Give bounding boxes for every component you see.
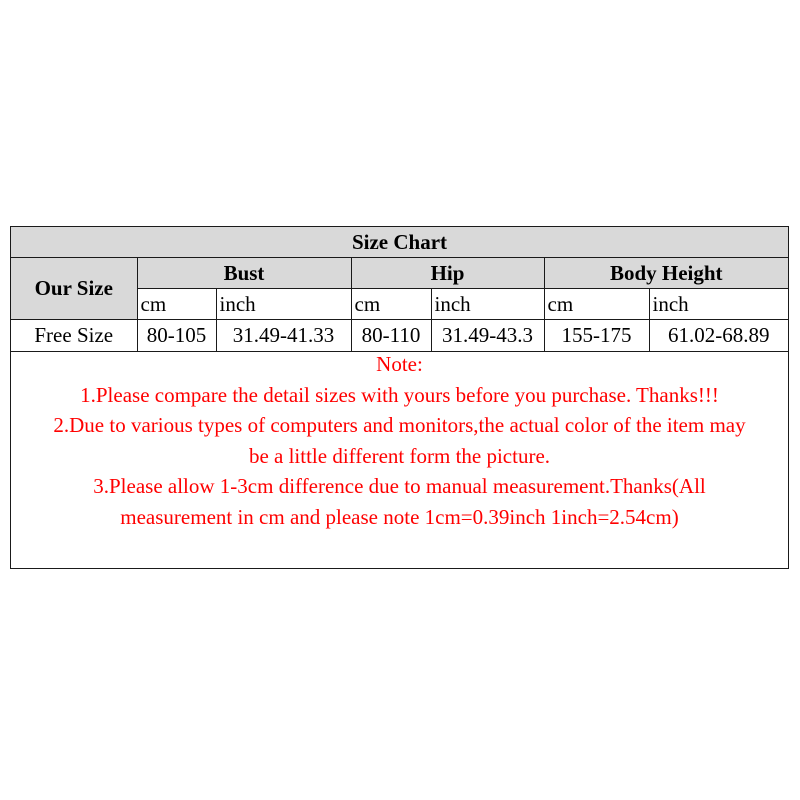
value-cell: 155-175: [544, 320, 649, 352]
table-row: [11, 320, 788, 352]
size-chart: [10, 226, 789, 569]
body-height-header: Body Height: [544, 258, 788, 289]
unit-cell: inch: [431, 289, 544, 320]
note-line: 2.Due to various types of computers and monitors,the actual color of the item may: [53, 413, 746, 437]
value-cell: 80-105: [137, 320, 216, 352]
unit-cell: inch: [649, 289, 788, 320]
unit-cell: cm: [137, 289, 216, 320]
bust-header: Bust: [137, 258, 351, 289]
value-cell: 61.02-68.89: [649, 320, 788, 352]
hip-header: Hip: [351, 258, 544, 289]
unit-cell: inch: [216, 289, 351, 320]
value-cell: 80-110: [351, 320, 431, 352]
size-chart-title: Size Chart: [11, 227, 788, 258]
unit-cell: cm: [351, 289, 431, 320]
value-cell: 31.49-41.33: [216, 320, 351, 352]
note-line: be a little different form the picture.: [248, 443, 551, 468]
note-heading: Note:: [376, 352, 423, 376]
note-line: 1.Please compare the detail sizes with yours before you purchase. Thanks!!!: [80, 382, 719, 407]
value-cell: 31.49-43.3: [431, 320, 544, 352]
group-header-row: [11, 258, 788, 289]
notes-section: [11, 349, 788, 532]
size-name-cell: Free Size: [11, 320, 137, 352]
unit-cell: cm: [544, 289, 649, 320]
our-size-header: Our Size: [11, 258, 137, 320]
title-row: [11, 227, 788, 258]
note-line: measurement in cm and please note 1cm=0.39inch 1inch=2.54cm): [120, 504, 679, 529]
note-line: 3.Please allow 1-3cm difference due to manual measurement.Thanks(All: [93, 474, 706, 498]
size-table: [11, 227, 788, 352]
